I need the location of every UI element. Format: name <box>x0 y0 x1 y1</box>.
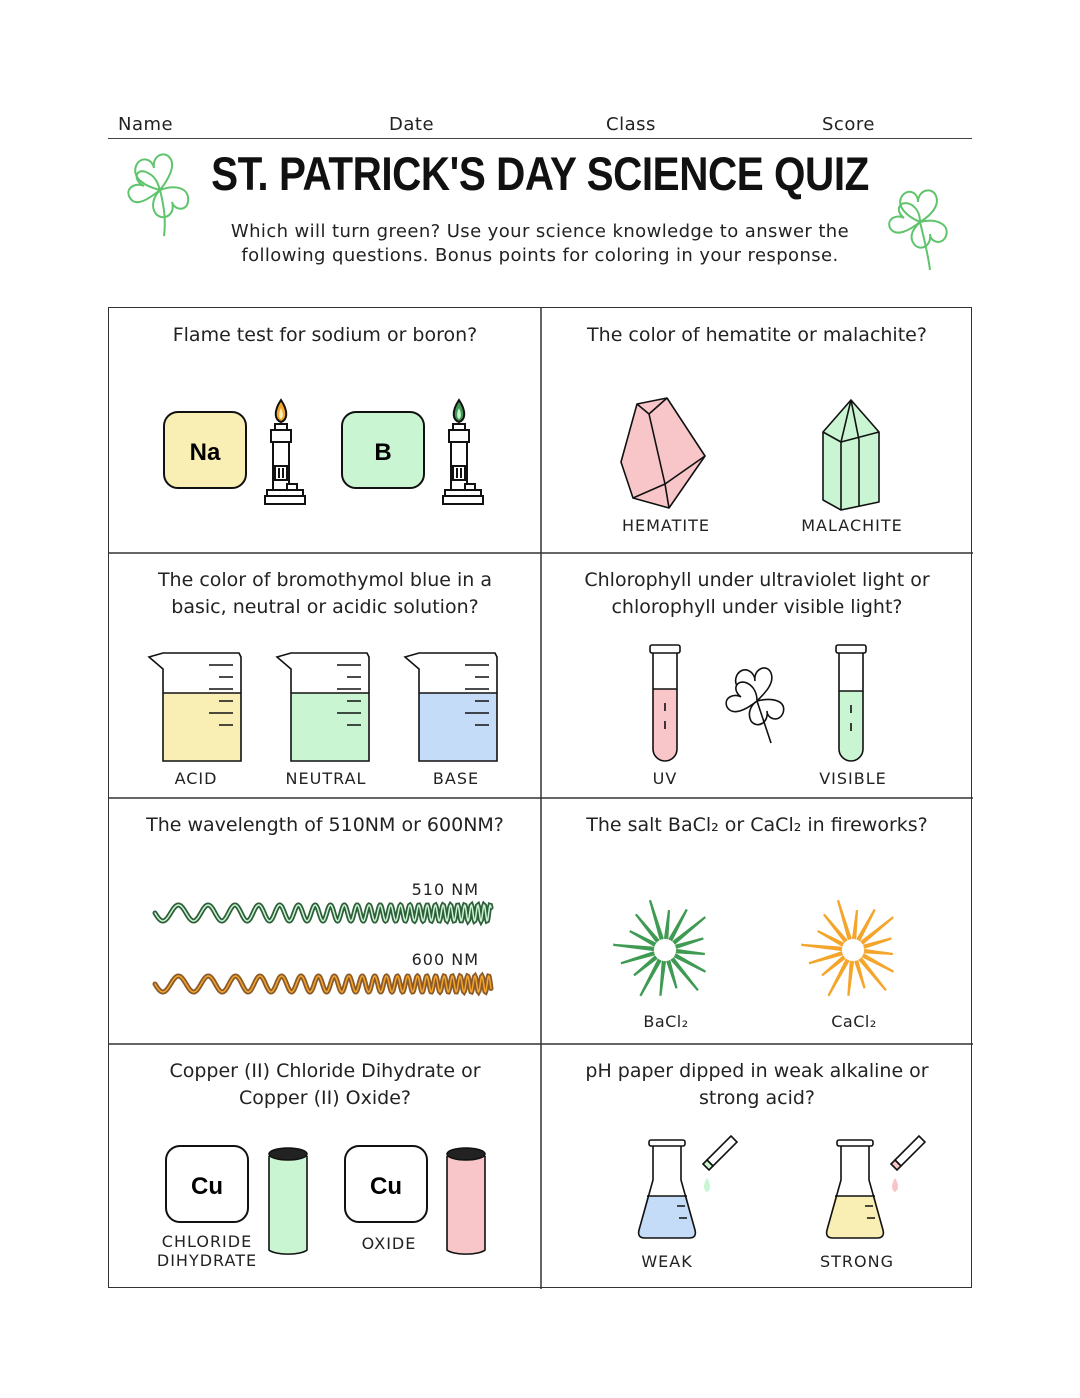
question-copper <box>109 1044 541 1289</box>
orange-firework-icon <box>801 900 893 996</box>
uv-test-tube-icon <box>650 645 680 761</box>
firework-ray <box>640 960 660 996</box>
ph-illustration <box>541 1044 973 1289</box>
weak-flask-icon <box>639 1140 696 1238</box>
green-firework-icon <box>613 900 705 996</box>
question-chlorophyll <box>541 553 973 798</box>
name-field-label[interactable]: Name <box>118 114 174 135</box>
question-text: The wavelength of 510NM or 600NM? <box>146 814 504 836</box>
question-flame-test <box>109 308 541 553</box>
510nm-label: 510 NM <box>411 880 479 899</box>
quiz-grid <box>108 307 972 1288</box>
question-bromothymol <box>109 553 541 798</box>
bacl2-label: BaCl₂ <box>643 1012 689 1031</box>
chloride-dihydrate-label <box>147 1232 267 1270</box>
shamrock-icon <box>726 668 783 743</box>
chloride-label-line-2: DIHYDRATE <box>156 1251 258 1270</box>
firework-ray <box>865 950 893 954</box>
fireworks-illustration <box>541 798 973 1043</box>
chloride-label-line-1: CHLORIDE <box>161 1232 253 1251</box>
firework-ray <box>660 962 664 996</box>
visible-label: VISIBLE <box>819 769 887 788</box>
instructions <box>190 220 890 268</box>
cacl2-label: CaCl₂ <box>831 1012 877 1031</box>
acid-label: ACID <box>174 769 218 788</box>
green-cylinder-icon <box>269 1148 307 1254</box>
bunsen-burner-yellow-icon <box>265 400 305 504</box>
question-wavelength <box>109 798 541 1043</box>
question-text-line-1: Chlorophyll under ultraviolet light or <box>584 569 930 591</box>
bunsen-burner-green-icon <box>443 400 483 504</box>
ph-strip-pink-icon <box>891 1136 925 1192</box>
weak-label: WEAK <box>641 1252 693 1271</box>
pink-cylinder-icon <box>447 1148 485 1254</box>
firework-ray <box>665 910 669 938</box>
neutral-label: NEUTRAL <box>285 769 367 788</box>
strong-label: STRONG <box>819 1252 894 1271</box>
neutral-beaker-icon <box>277 653 369 761</box>
boron-symbol: B <box>374 439 392 466</box>
question-minerals <box>541 308 973 553</box>
question-ph-paper <box>541 1044 973 1289</box>
question-text-line-1: Copper (II) Chloride Dihydrate or <box>169 1060 481 1082</box>
600nm-label: 600 NM <box>411 950 479 969</box>
uv-label: UV <box>652 769 678 788</box>
firework-ray <box>613 945 653 950</box>
question-text: Flame test for sodium or boron? <box>172 324 478 346</box>
question-text-line-2: basic, neutral or acidic solution? <box>171 596 479 618</box>
question-text-line-2: chlorophyll under visible light? <box>611 596 903 618</box>
ph-strip-green-icon <box>703 1136 737 1192</box>
date-field-label[interactable]: Date <box>389 114 435 135</box>
page-title: ST. PATRICK'S DAY SCIENCE QUIZ <box>211 147 869 200</box>
copper-symbol: Cu <box>370 1173 402 1200</box>
question-text: The color of hematite or malachite? <box>587 324 927 346</box>
question-text-line-2: strong acid? <box>698 1087 816 1109</box>
wavelength-illustration <box>109 798 541 1043</box>
beakers-illustration <box>109 553 541 798</box>
acid-beaker-icon <box>149 653 241 761</box>
visible-test-tube-icon <box>836 645 866 761</box>
firework-ray <box>848 962 852 996</box>
instructions-line-2: following questions. Bonus points for coloring in your response. <box>241 245 839 266</box>
hematite-label: HEMATITE <box>621 516 711 535</box>
strong-flask-icon <box>827 1140 884 1238</box>
instructions-line-1: Which will turn green? Use your science knowledge to answer the <box>230 221 850 242</box>
question-fireworks <box>541 798 973 1043</box>
hematite-crystal-icon <box>621 398 705 508</box>
oxide-label: OXIDE <box>361 1234 417 1253</box>
firework-ray <box>801 945 841 950</box>
copper-symbol: Cu <box>191 1173 223 1200</box>
firework-ray <box>853 910 857 938</box>
malachite-label: MALACHITE <box>801 516 903 535</box>
score-field-label[interactable]: Score <box>822 114 875 135</box>
question-text-line-1: pH paper dipped in weak alkaline or <box>585 1060 929 1082</box>
firework-ray <box>828 960 848 996</box>
question-text: The salt BaCl₂ or CaCl₂ in fireworks? <box>586 814 928 836</box>
base-beaker-icon <box>405 653 497 761</box>
sodium-symbol: Na <box>189 439 221 466</box>
firework-ray <box>677 950 705 954</box>
base-label: BASE <box>432 769 480 788</box>
chlorophyll-illustration <box>541 553 973 798</box>
question-text-line-1: The color of bromothymol blue in a <box>157 569 493 591</box>
malachite-crystal-icon <box>823 400 879 510</box>
question-text-line-2: Copper (II) Oxide? <box>239 1087 411 1109</box>
flame-test-illustration <box>109 308 541 553</box>
student-info-row <box>108 112 972 139</box>
class-field-label[interactable]: Class <box>606 114 656 135</box>
